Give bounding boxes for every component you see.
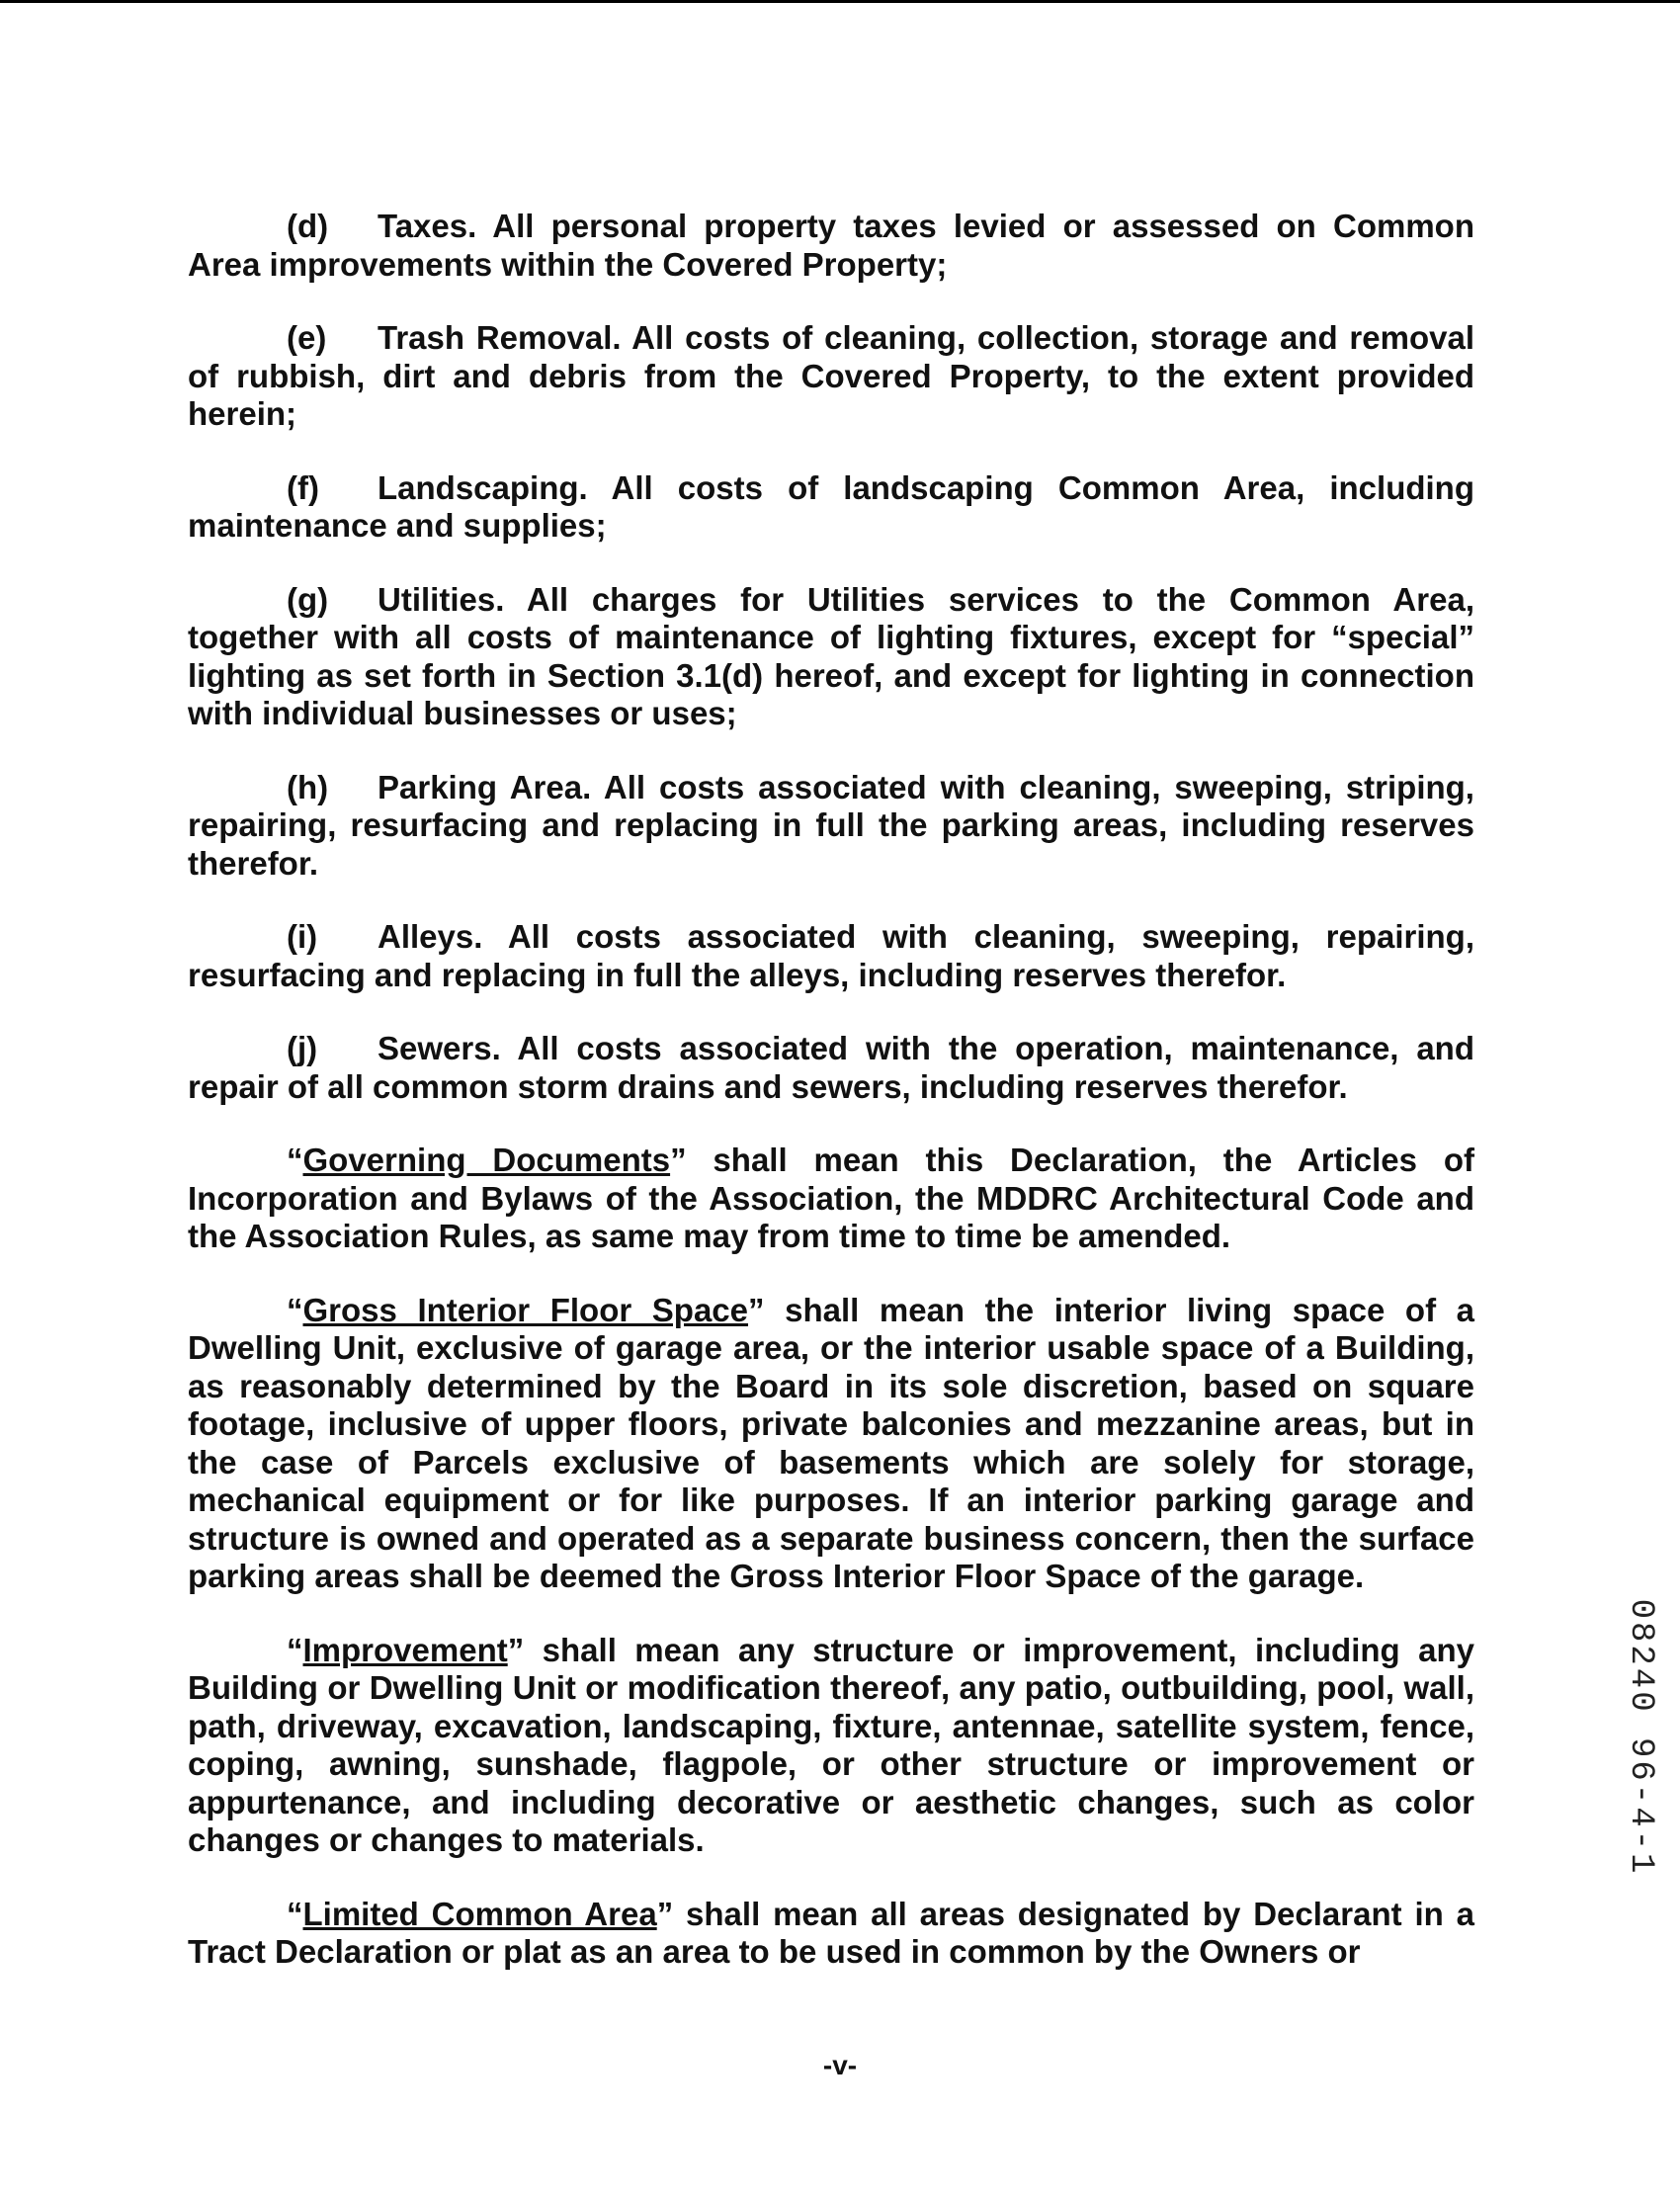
definition-paragraph — [188, 1896, 1474, 1972]
subitem-letter: (e) — [287, 319, 327, 356]
definition-term: Improvement — [302, 1631, 508, 1668]
subitem-text: All charges for Utilities services to the Common Area, together with all costs of maintenance of lighting fixtures, except for “special” lighting as set forth in Section 3.1(d) hereof, and except for lighting in connection with individual businesses or uses; — [188, 580, 1474, 731]
definition-term: Limited Common Area — [302, 1895, 657, 1932]
subitem-letter: (d) — [287, 208, 329, 244]
subitem-heading: Sewers. — [378, 1030, 501, 1066]
subitem-heading: Utilities. — [378, 580, 505, 618]
subitem-heading: Taxes. — [378, 208, 477, 244]
subitem-paragraph — [188, 918, 1474, 994]
document-body — [188, 208, 1474, 2007]
subitem-heading: Landscaping. — [378, 468, 588, 506]
subitem-text: All costs associated with cleaning, sweeping, repairing, resurfacing and replacing in full the alleys, including reserves therefor. — [188, 918, 1474, 993]
definition-close-quote: ” — [748, 1291, 765, 1328]
subitem-letter: (i) — [287, 918, 318, 955]
margin-stamp — [1606, 1589, 1675, 1886]
page-number: -v- — [822, 2050, 858, 2080]
margin-stamp-text: 08240 96-4-1 — [1622, 1598, 1659, 1877]
subitem-text: All personal property taxes levied or assessed on Common Area improvements within the Covered Property; — [188, 208, 1474, 283]
subitem-paragraph — [188, 1030, 1474, 1106]
definition-list — [188, 1142, 1474, 1972]
subitem-letter: (h) — [287, 768, 329, 805]
definition-paragraph — [188, 1292, 1474, 1596]
definition-close-quote: ” — [507, 1631, 525, 1668]
subitem-paragraph — [188, 581, 1474, 733]
definition-text: shall mean all areas designated by Declarant in a Tract Declaration or plat as an area to be used in common by the Owners or — [188, 1895, 1474, 1970]
subitem-text: All costs associated with cleaning, sweeping, striping, repairing, resurfacing and replacing in full the parking areas, including reserves therefor. — [188, 768, 1474, 882]
definition-text: shall mean the interior living space of a Dwelling Unit, exclusive of garage area, or the interior usable space of a Building, as reasonably determined by the Board in its sole discretion, based on square footage, inclusive of upper floors, private balconies and mezzanine areas, but in the case of Parcels exclusive of basements which are solely for storage, mechanical equipment or for like purposes. If an interior parking garage and structure is owned and operated as a separate business concern, then the surface parking areas shall be deemed the Gross Interior Floor Space of the garage. — [188, 1291, 1474, 1594]
subitem-list — [188, 208, 1474, 1106]
subitem-heading: Alleys. — [378, 918, 483, 955]
subitem-letter: (g) — [287, 580, 329, 618]
subitem-letter: (j) — [287, 1030, 318, 1066]
definition-term: Governing Documents — [302, 1142, 671, 1178]
subitem-paragraph — [188, 769, 1474, 884]
definition-paragraph — [188, 1632, 1474, 1860]
subitem-text: All costs of cleaning, collection, storage and removal of rubbish, dirt and debris from the Covered Property, to the extent provided herein; — [188, 319, 1474, 432]
definition-open-quote: “ — [287, 1895, 303, 1932]
subitem-heading: Parking Area. — [378, 768, 592, 805]
definition-term: Gross Interior Floor Space — [302, 1291, 749, 1328]
top-border-line — [0, 0, 1680, 3]
definition-text: shall mean this Declaration, the Articles of Incorporation and Bylaws of the Association, the MDDRC Architectural Code and the Association Rules, as same may from time to time be amended. — [188, 1142, 1474, 1254]
subitem-paragraph — [188, 319, 1474, 434]
definition-close-quote: ” — [656, 1895, 674, 1932]
subitem-paragraph — [188, 208, 1474, 284]
definition-open-quote: “ — [287, 1142, 303, 1178]
definition-text: shall mean any structure or improvement, including any Building or Dwelling Unit or modification thereof, any patio, outbuilding, pool, wall, path, driveway, excavation, landscaping, fixture, antennae, satellite system, fence, coping, awning, sunshade, flagpole, or other structure or improvement or appurtenance, and including decorative or aesthetic changes, such as color changes or changes to materials. — [188, 1631, 1474, 1858]
subitem-paragraph — [188, 469, 1474, 546]
subitem-text: All costs of landscaping Common Area, including maintenance and supplies; — [188, 468, 1474, 544]
subitem-letter: (f) — [287, 468, 319, 506]
definition-open-quote: “ — [287, 1291, 303, 1328]
definition-close-quote: ” — [670, 1142, 687, 1178]
subitem-heading: Trash Removal. — [378, 319, 622, 356]
subitem-text: All costs associated with the operation, maintenance, and repair of all common storm drains and sewers, including reserves therefor. — [188, 1030, 1474, 1105]
definition-open-quote: “ — [287, 1631, 303, 1668]
definition-paragraph — [188, 1142, 1474, 1256]
